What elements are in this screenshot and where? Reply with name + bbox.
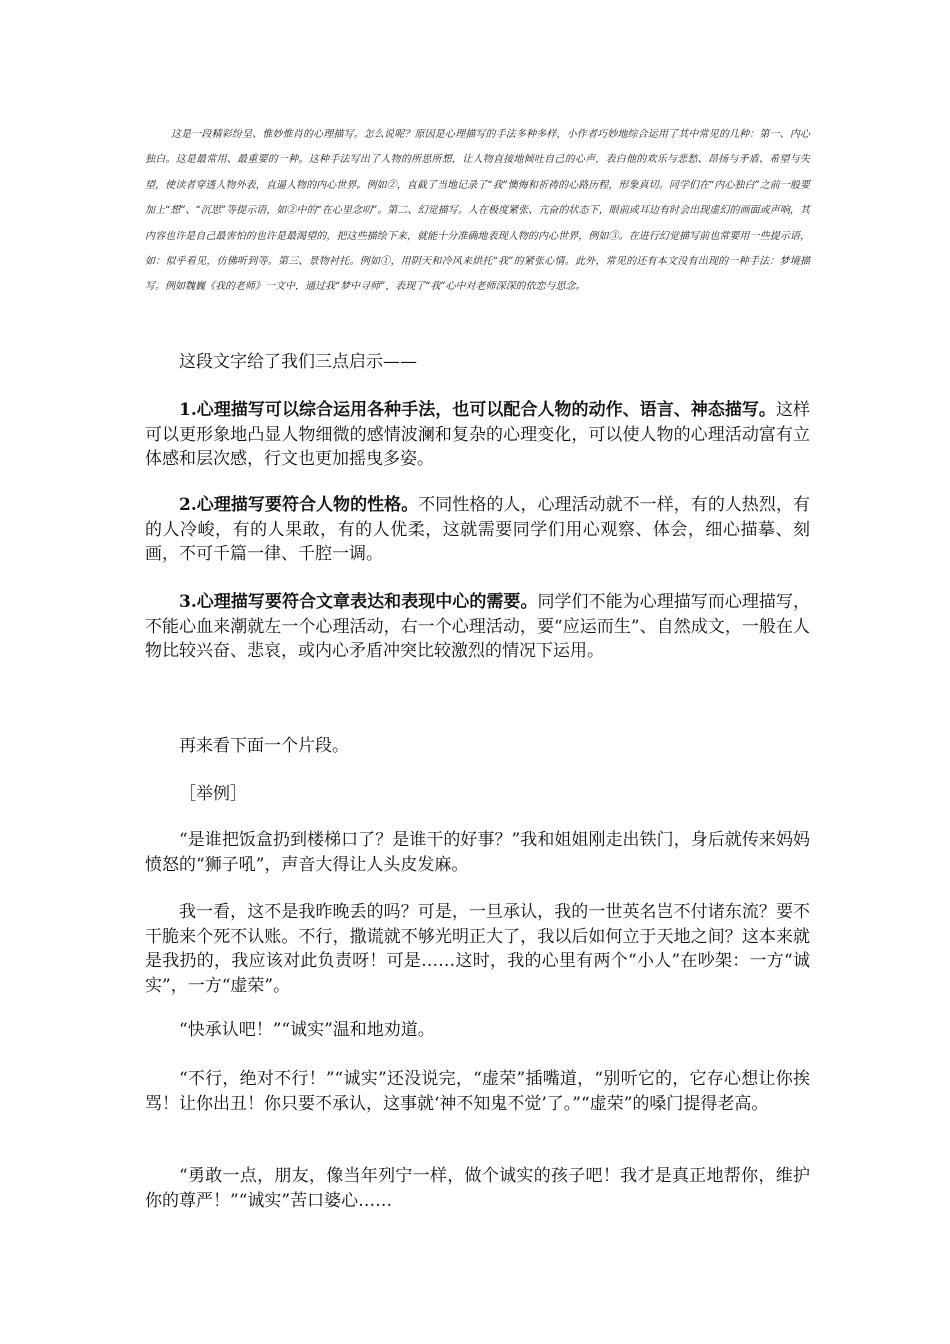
- point-2: [145, 493, 810, 567]
- point-1-heading: 1.心理描写可以综合运用各种手法，也可以配合人物的动作、语言、神态描写。: [179, 400, 776, 420]
- point-1: [145, 398, 810, 472]
- point-1-text: 这样可以更形象地凸显人物细微的感情波澜和复杂的心理变化，可以使人物的心理活动富有立体感和层次感，行文也更加摇曳多姿。: [145, 400, 811, 470]
- story-paragraph-2: 我一看，这不是我昨晚丢的吗？可是，一旦承认，我的一世英名岂不付诸东流？要不干脆来个死不认账。不行，撒谎就不够光明正大了，我以后如何立于天地之间？这本来就是我扔的，我应该对此负责呀！可是……这时，我的心里有两个“小人”在吵架：一方“诚实”，一方“虚荣”。: [145, 902, 810, 996]
- example-label: ［举例］: [179, 784, 247, 804]
- intro-paragraph: 这段文字给了我们三点启示——: [179, 352, 417, 372]
- story-paragraph-5: “勇敢一点，朋友，像当年列宁一样，做个诚实的孩子吧！我才是真正地帮你，维护你的尊严！”“诚实”苦口婆心……: [145, 1166, 810, 1211]
- story-paragraph-3: “快承认吧！”“诚实”温和地劝道。: [179, 1020, 435, 1040]
- story-paragraph-1: “是谁把饭盒扔到楼梯口了？是谁干的好事？”我和姐姐刚走出铁门，身后就传来妈妈愤怒的“狮子吼”，声音大得让人头皮发麻。: [145, 830, 810, 875]
- analysis-note: 这是一段精彩纷呈、惟妙惟肖的心理描写。怎么说呢？原因是心理描写的手法多种多样，小作者巧妙地综合运用了其中常见的几种：第一、内心独白。这是最常用、最重要的一种。这种手法写出了人物的所思所想，让人物直接地倾吐自己的心声，表白他的欢乐与悲愁、昂扬与矛盾、希望与失望，使读者穿透人物外表，直逼人物的内心世界。例如②，直截了当地记录了“我”懊悔和祈祷的心路历程，形象真切。同学们在“内心独白”之前一般要加上“想”、“沉思”等提示语，如②中的“在心里念叨”。第二、幻觉描写。人在极度紧张、亢奋的状态下，眼前或耳边有时会出现虚幻的画面或声响，其内容也许是自己最害怕的也许是最渴望的，把这些描绘下来，就能十分准确地表现人物的内心世界，例如③。在进行幻觉描写前也常要用一些提示语，如：似乎看见，仿佛听到等。第三、景物衬托。例如①，用阴天和冷风来烘托“我”的紧张心情。此外，常见的还有本文没有出现的一种手法：梦境描写。例如魏巍《我的老师》一文中，通过我“梦中寻师”，表现了“我”心中对老师深深的依恋与思念。: [145, 129, 810, 293]
- point-3-heading: 3.心理描写要符合文章表达和表现中心的需要。: [179, 592, 538, 612]
- point-2-heading: 2.心理描写要符合人物的性格。: [179, 495, 419, 515]
- point-2-text: 不同性格的人，心理活动就不一样，有的人热烈，有的人冷峻，有的人果敢，有的人优柔，这就需要同学们用心观察、体会，细心描摹、刻画，不可千篇一律、千腔一调。: [145, 495, 810, 565]
- story-paragraph-4: “不行，绝对不行！”“诚实”还没说完，“虚荣”插嘴道，“别听它的，它存心想让你挨骂！让你出丑！你只要不承认，这事就‘神不知鬼不觉’了。”“虚荣”的嗓门提得老高。: [145, 1069, 810, 1114]
- next-paragraph: 再来看下面一个片段。: [179, 736, 349, 756]
- point-3-text: 同学们不能为心理描写而心理描写，不能心血来潮就左一个心理活动，右一个心理活动，要“应运而生”、自然成文，一般在人物比较兴奋、悲哀，或内心矛盾冲突比较激烈的情况下运用。: [145, 592, 811, 662]
- point-3: [145, 590, 810, 664]
